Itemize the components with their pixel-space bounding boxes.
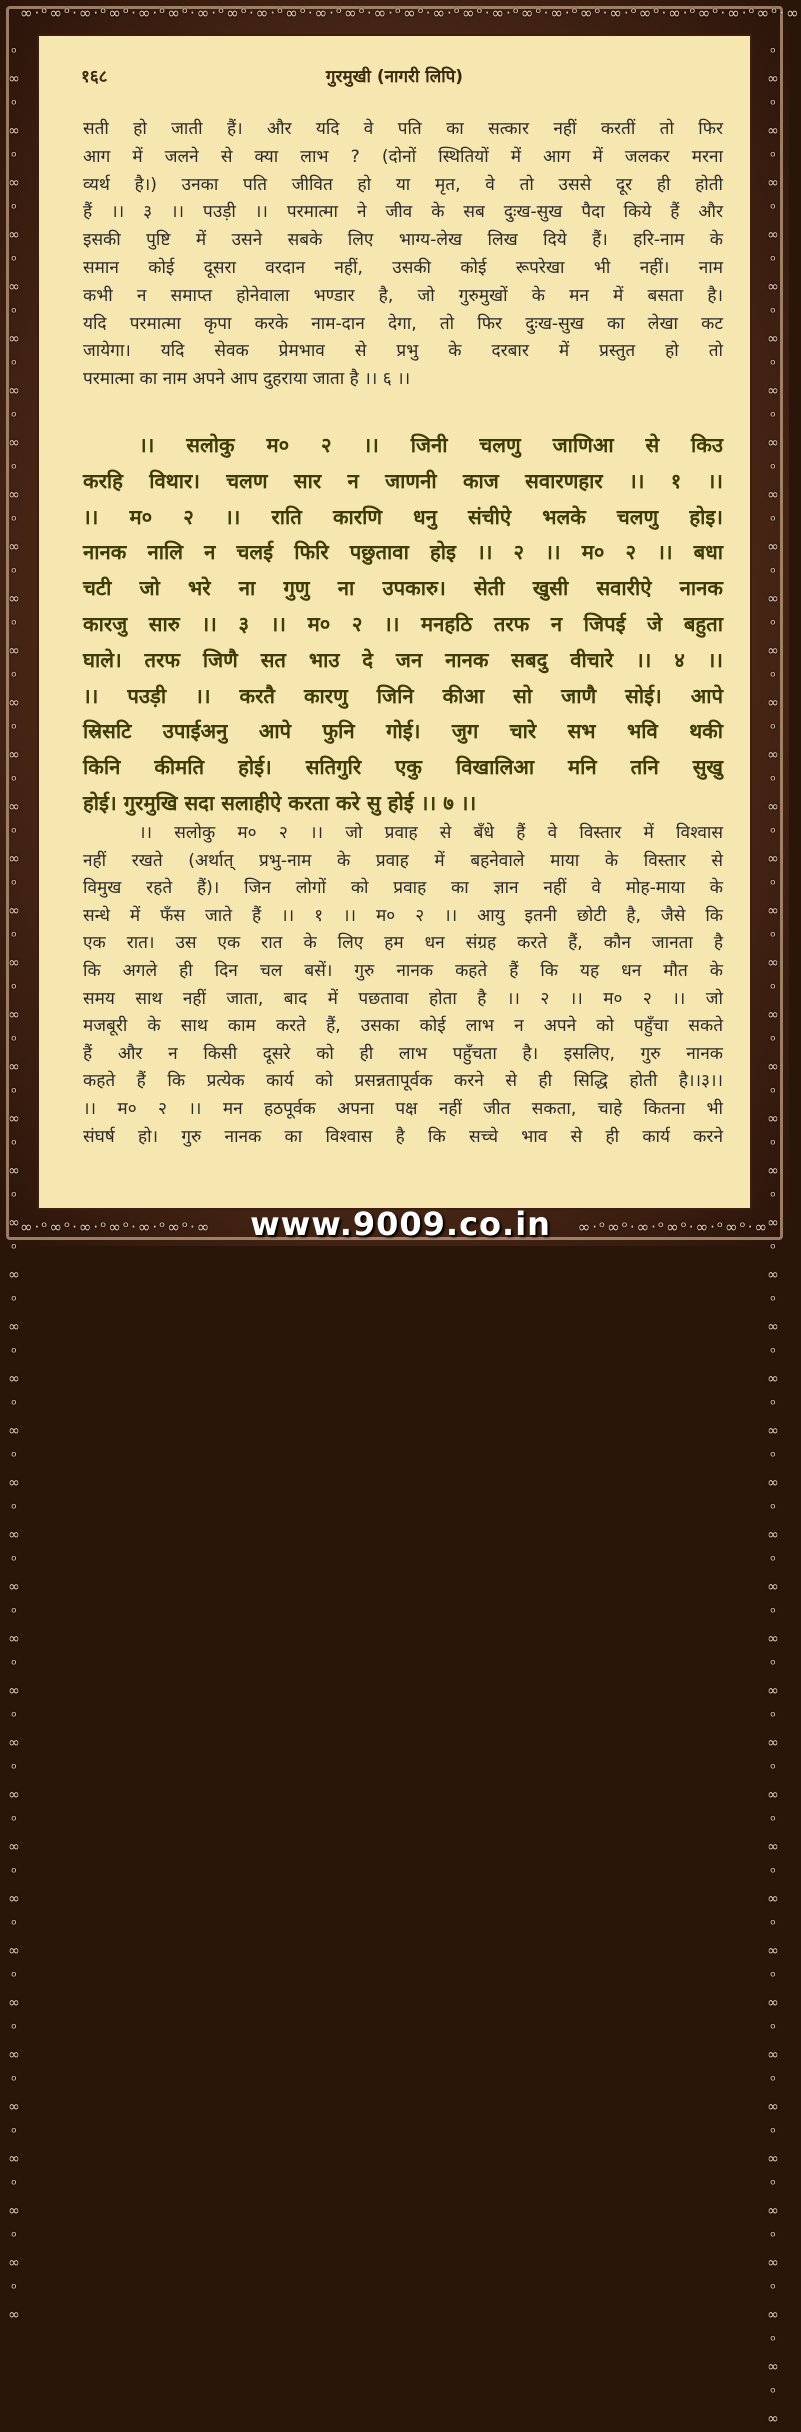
text-line: आग में जलने से क्या लाभ ? (दोनों स्थितियों में आग में जलकर मरना	[83, 146, 723, 167]
book-page	[37, 34, 752, 1210]
text-line: सन्धे में फँस जाते हैं ।। १ ।। म० २ ।। आयु इतनी छोटी है, जैसे कि	[83, 905, 723, 926]
text-line: विमुख रहते हैं)। जिन लोगों को प्रवाह का ज्ञान नहीं वे मोह-माया के	[83, 878, 723, 899]
verse-line: कारजु सारु ।। ३ ।। म० २ ।। मनहठि तरफ न जिपई जे बहुता	[83, 611, 723, 636]
text-line: व्यर्थ है।) उनका पति जीवित हो या मृत, वे तो उससे दूर ही होती	[83, 174, 723, 195]
text-line: ।। म० २ ।। मन हठपूर्वक अपना पक्ष नहीं जीत सकता, चाहे कितना भी	[83, 1098, 723, 1119]
verse-line: किनि कीमति होई। सतिगुरि एकु विखालिआ मनि तनि सुखु	[83, 755, 723, 780]
verse-line: करहि विथार। चलण सार न जाणनी काज सवारणहार ।। १ ।।	[83, 468, 723, 493]
page-header	[39, 64, 750, 88]
verse-line: होई। गुरमुखि सदा सलाहीऐ करता करे सु होई ।। ७ ।।	[83, 790, 477, 815]
page-number: १६८	[81, 67, 108, 87]
text-line: कभी न समाप्त होनेवाला भण्डार है, जो गुरुमुखों के मन में बसता है।	[83, 285, 723, 306]
verse-line: ।। म० २ ।। राति कारणि धनु संचीऐ भलके चलणु होइ।	[83, 504, 723, 529]
border-ornament-bottom-right: ∞·ᵒ∞ᵒ·∞·ᵒ∞ᵒ·∞·ᵒ∞ᵒ·∞	[577, 1218, 769, 1236]
translation-paragraph-1	[83, 116, 723, 394]
text-line: परमात्मा का नाम अपने आप दुहराया जाता है ।। ६ ।।	[83, 369, 411, 390]
text-line: हैं और न किसी दूसरे को ही लाभ पहुँचता है। इसलिए, गुरु नानक	[83, 1043, 723, 1064]
text-line: संघर्ष हो। गुरु नानक का विश्वास है कि सच्चे भाव से ही कार्य करने	[83, 1126, 723, 1147]
text-line: समय साथ नहीं जाता, बाद में पछतावा होता है ।। २ ।। म० २ ।। जो	[83, 988, 723, 1009]
text-line: यदि परमात्मा कृपा करके नाम-दान देगा, तो फिर दुःख-सुख का लेखा कट	[83, 313, 723, 334]
text-line: हैं ।। ३ ।। पउड़ी ।। परमात्मा ने जीव के सब दुःख-सुख पैदा किये हैं और	[83, 202, 723, 223]
text-line: एक रात। उस एक रात के लिए हम धन संग्रह करते हैं, कौन जानता है	[83, 933, 723, 954]
border-ornament-top: ∞·ᵒ∞ᵒ·∞·ᵒ∞ᵒ·∞·ᵒ∞ᵒ·∞·ᵒ∞ᵒ·∞·ᵒ∞ᵒ·∞·ᵒ∞ᵒ·∞·ᵒ∞ᵒ·∞·ᵒ∞ᵒ·∞·ᵒ∞ᵒ·∞·ᵒ∞ᵒ·∞·ᵒ∞ᵒ·∞·ᵒ∞ᵒ·∞·ᵒ∞ᵒ·∞	[20, 4, 801, 22]
border-ornament-left: ᵒ∞ᵒ∞ᵒ∞ᵒ∞ᵒ∞ᵒ∞ᵒ∞ᵒ∞ᵒ∞ᵒ∞ᵒ∞ᵒ∞ᵒ∞ᵒ∞ᵒ∞ᵒ∞ᵒ∞ᵒ∞ᵒ∞ᵒ∞ᵒ∞ᵒ∞ᵒ∞ᵒ∞ᵒ∞ᵒ∞ᵒ∞ᵒ∞ᵒ∞ᵒ∞ᵒ∞ᵒ∞ᵒ∞ᵒ∞ᵒ∞ᵒ∞ᵒ∞ᵒ∞ᵒ∞ᵒ∞ᵒ∞ᵒ∞ᵒ∞ᵒ∞	[8, 45, 22, 2323]
verse-line: चटी जो भरे ना गुणु ना उपकारु। सेती खुसी सवारीऐ नानक	[83, 576, 723, 601]
verse-line: घाले। तरफ जिणै सत भाउ दे जन नानक सबदु वीचारे ।। ४ ।।	[83, 647, 723, 672]
verse-line: ।। सलोकु म० २ ।। जिनी चलणु जाणिआ से किउ	[139, 433, 723, 457]
text-line: सती हो जाती हैं। और यदि वे पति का सत्कार नहीं करतीं तो फिर	[83, 119, 723, 139]
verse-line: नानक नालि न चलई फिरि पछुतावा होइ ।। २ ।। म० २ ।। बधा	[83, 540, 723, 565]
page-title: गुरमुखी (नागरी लिपि)	[325, 67, 464, 87]
text-line: कहते हैं कि प्रत्येक कार्य को प्रसन्नतापूर्वक करने से ही सिद्धि होती है।।३।।	[83, 1071, 723, 1092]
text-line: मजबूरी के साथ काम करते हैं, उसका कोई लाभ न अपने को पहुँचा सकते	[83, 1016, 723, 1037]
border-ornament-bottom-left: ∞·ᵒ∞ᵒ·∞·ᵒ∞ᵒ·∞·ᵒ∞ᵒ·∞	[20, 1218, 212, 1236]
text-line: नहीं रखते (अर्थात् प्रभु-नाम के प्रवाह में बहनेवाले माया के विस्तार से	[83, 850, 723, 871]
text-line: समान कोई दूसरा वरदान नहीं, उसकी कोई रूपरेखा भी नहीं। नाम	[83, 257, 723, 278]
verse-line: ।। पउड़ी ।। करतै कारणु जिनि कीआ सो जाणै सोई। आपे	[83, 683, 723, 708]
text-line: जायेगा। यदि सेवक प्रेमभाव से प्रभु के दरबार में प्रस्तुत हो तो	[83, 341, 723, 362]
text-line: ।। सलोकु म० २ ।। जो प्रवाह से बँधे हैं वे विस्तार में विश्वास	[139, 823, 723, 843]
text-line: इसकी पुष्टि में उसने सबके लिए भाग्य-लेख लिख दिये हैं। हरि-नाम के	[83, 230, 723, 251]
website-url: www.9009.co.in	[250, 1205, 551, 1243]
verse-line: स्रिसटि उपाईअनु आपे फुनि गोई। जुग चारे सभ भवि थकी	[83, 719, 723, 744]
translation-paragraph-2	[83, 820, 723, 1151]
scripture-verse-block	[83, 428, 723, 822]
border-ornament-right: ᵒ∞ᵒ∞ᵒ∞ᵒ∞ᵒ∞ᵒ∞ᵒ∞ᵒ∞ᵒ∞ᵒ∞ᵒ∞ᵒ∞ᵒ∞ᵒ∞ᵒ∞ᵒ∞ᵒ∞ᵒ∞ᵒ∞ᵒ∞ᵒ∞ᵒ∞ᵒ∞ᵒ∞ᵒ∞ᵒ∞ᵒ∞ᵒ∞ᵒ∞ᵒ∞ᵒ∞ᵒ∞ᵒ∞ᵒ∞ᵒ∞ᵒ∞ᵒ∞ᵒ∞ᵒ∞ᵒ∞ᵒ∞ᵒ∞ᵒ∞ᵒ∞ᵒ∞ᵒ∞	[767, 45, 781, 2427]
text-line: कि अगले ही दिन चल बसें। गुरु नानक कहते हैं कि यह धन मौत के	[83, 960, 723, 981]
